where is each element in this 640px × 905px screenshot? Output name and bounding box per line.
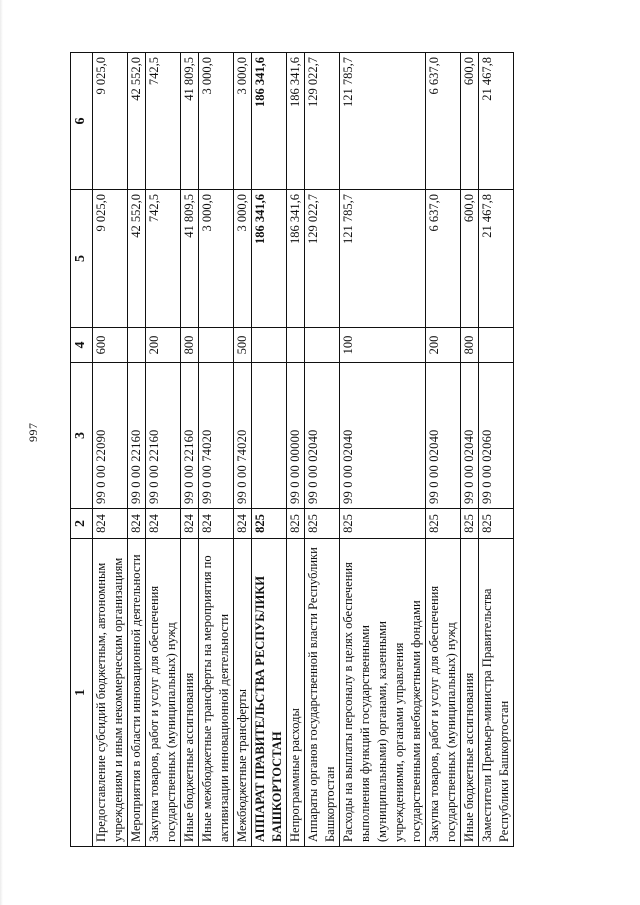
row-target-cell: 99 0 00 74020 [199,363,234,509]
table-row [199,53,234,847]
row-target-cell: 99 0 00 00000 [287,363,305,509]
table-row [287,53,305,847]
row-value6-cell: 21 467,8 [479,53,514,190]
row-name-cell: Предоставление субсидий бюджетным, автономным учреждениям и иным некоммерческим организациям [93,539,128,847]
row-value6-cell: 129 022,7 [305,53,340,190]
row-value5-cell: 3 000,0 [199,190,234,328]
row-value5-cell: 3 000,0 [234,190,252,328]
row-name-cell: Иные бюджетные ассигнования [181,539,199,847]
row-code-cell: 825 [305,509,340,539]
row-type-cell [305,328,340,363]
row-name-cell: АППАРАТ ПРАВИТЕЛЬСТВА РЕСПУБЛИКИ БАШКОРТОСТАН [252,539,287,847]
row-target-cell: 99 0 00 74020 [234,363,252,509]
row-type-cell: 600 [93,328,128,363]
row-name-cell: Иные межбюджетные трансферты на мероприятия по активизации инновационной деятельности [199,539,234,847]
row-type-cell: 500 [234,328,252,363]
row-code-cell: 824 [199,509,234,539]
row-value6-cell: 6 637,0 [426,53,461,190]
table-row [305,53,340,847]
row-code-cell: 824 [146,509,181,539]
row-value6-cell: 42 552,0 [128,53,146,190]
row-code-cell: 825 [252,509,287,539]
table-row [426,53,461,847]
row-type-cell [128,328,146,363]
row-value5-cell: 21 467,8 [479,190,514,328]
header-cell-1: 1 [71,539,93,847]
row-name-cell: Расходы на выплаты персоналу в целях обеспечения выполнения функций государственными (муниципальными) органами, казенными учреждениями, органами управления государственными внебюджетными фондами [340,539,426,847]
table-row [252,53,287,847]
row-type-cell [252,328,287,363]
row-value5-cell: 129 022,7 [305,190,340,328]
row-code-cell: 824 [93,509,128,539]
header-cell-3: 3 [71,363,93,509]
table-row [340,53,426,847]
table-row [181,53,199,847]
row-target-cell: 99 0 00 22160 [146,363,181,509]
row-value5-cell: 186 341,6 [252,190,287,328]
table-header-row [71,53,93,847]
table-row [93,53,128,847]
rotated-table-container [70,53,628,847]
row-target-cell: 99 0 00 02040 [305,363,340,509]
row-name-cell: Заместители Премьер-министра Правительства Республики Башкортостан [479,539,514,847]
row-name-cell: Иные бюджетные ассигнования [461,539,479,847]
row-value6-cell: 186 341,6 [252,53,287,190]
row-value5-cell: 9 025,0 [93,190,128,328]
row-value5-cell: 41 809,5 [181,190,199,328]
row-code-cell: 824 [128,509,146,539]
row-target-cell: 99 0 00 02060 [479,363,514,509]
table-row [479,53,514,847]
row-type-cell: 100 [340,328,426,363]
row-type-cell: 200 [426,328,461,363]
row-target-cell: 99 0 00 22090 [93,363,128,509]
row-target-cell: 99 0 00 22160 [181,363,199,509]
budget-table [70,52,514,847]
row-value5-cell: 600,0 [461,190,479,328]
row-value5-cell: 6 637,0 [426,190,461,328]
row-target-cell: 99 0 00 02040 [340,363,426,509]
row-name-cell: Мероприятия в области инновационной деятельности [128,539,146,847]
table-row [234,53,252,847]
row-value6-cell: 3 000,0 [234,53,252,190]
row-code-cell: 825 [461,509,479,539]
row-type-cell: 200 [146,328,181,363]
row-value6-cell: 3 000,0 [199,53,234,190]
row-name-cell: Закупка товаров, работ и услуг для обеспечения государственных (муниципальных) нужд [426,539,461,847]
table-body [71,53,514,847]
row-value5-cell: 742,5 [146,190,181,328]
row-value5-cell: 42 552,0 [128,190,146,328]
row-value5-cell: 121 785,7 [340,190,426,328]
row-code-cell: 824 [181,509,199,539]
row-type-cell [199,328,234,363]
row-value6-cell: 742,5 [146,53,181,190]
row-target-cell [252,363,287,509]
row-code-cell: 825 [287,509,305,539]
row-name-cell: Аппараты органов государственной власти Республики Башкортостан [305,539,340,847]
row-name-cell: Закупка товаров, работ и услуг для обеспечения государственных (муниципальных) нужд [146,539,181,847]
row-code-cell: 824 [234,509,252,539]
row-code-cell: 825 [340,509,426,539]
row-value6-cell: 121 785,7 [340,53,426,190]
row-type-cell: 800 [181,328,199,363]
row-name-cell: Межбюджетные трансферты [234,539,252,847]
header-cell-6: 6 [71,53,93,190]
header-cell-2: 2 [71,509,93,539]
row-target-cell: 99 0 00 02040 [426,363,461,509]
row-value6-cell: 9 025,0 [93,53,128,190]
page-number: 997 [26,422,40,442]
row-value6-cell: 600,0 [461,53,479,190]
row-target-cell: 99 0 00 02040 [461,363,479,509]
row-target-cell: 99 0 00 22160 [128,363,146,509]
row-type-cell [479,328,514,363]
row-type-cell [287,328,305,363]
table-row [461,53,479,847]
row-code-cell: 825 [479,509,514,539]
row-value6-cell: 186 341,6 [287,53,305,190]
header-cell-5: 5 [71,190,93,328]
row-type-cell: 800 [461,328,479,363]
row-code-cell: 825 [426,509,461,539]
table-row [146,53,181,847]
row-name-cell: Непрограммные расходы [287,539,305,847]
header-cell-4: 4 [71,328,93,363]
table-row [128,53,146,847]
row-value6-cell: 41 809,5 [181,53,199,190]
scan-edge [0,0,3,905]
row-value5-cell: 186 341,6 [287,190,305,328]
